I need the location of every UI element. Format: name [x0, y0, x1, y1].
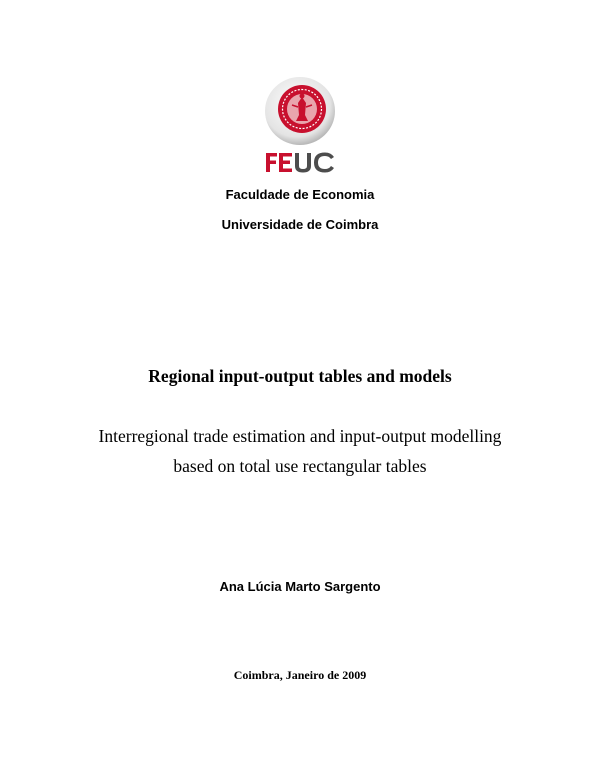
place-and-date: Coimbra, Janeiro de 2009	[233, 668, 367, 682]
thesis-title: Regional input-output tables and models	[148, 366, 452, 386]
feuc-wordmark	[266, 153, 334, 173]
university-logo	[262, 75, 338, 175]
thesis-subtitle-line-1: Interregional trade estimation and input-output modelling	[98, 426, 502, 446]
thesis-subtitle-line-2: based on total use rectangular tables	[173, 456, 427, 476]
seal-and-wordmark-icon	[262, 75, 338, 175]
university-name: Universidade de Coimbra	[221, 217, 379, 232]
faculty-name: Faculdade de Economia	[225, 187, 375, 202]
seal-figure-head	[300, 94, 305, 99]
author-name: Ana Lúcia Marto Sargento	[219, 579, 381, 594]
